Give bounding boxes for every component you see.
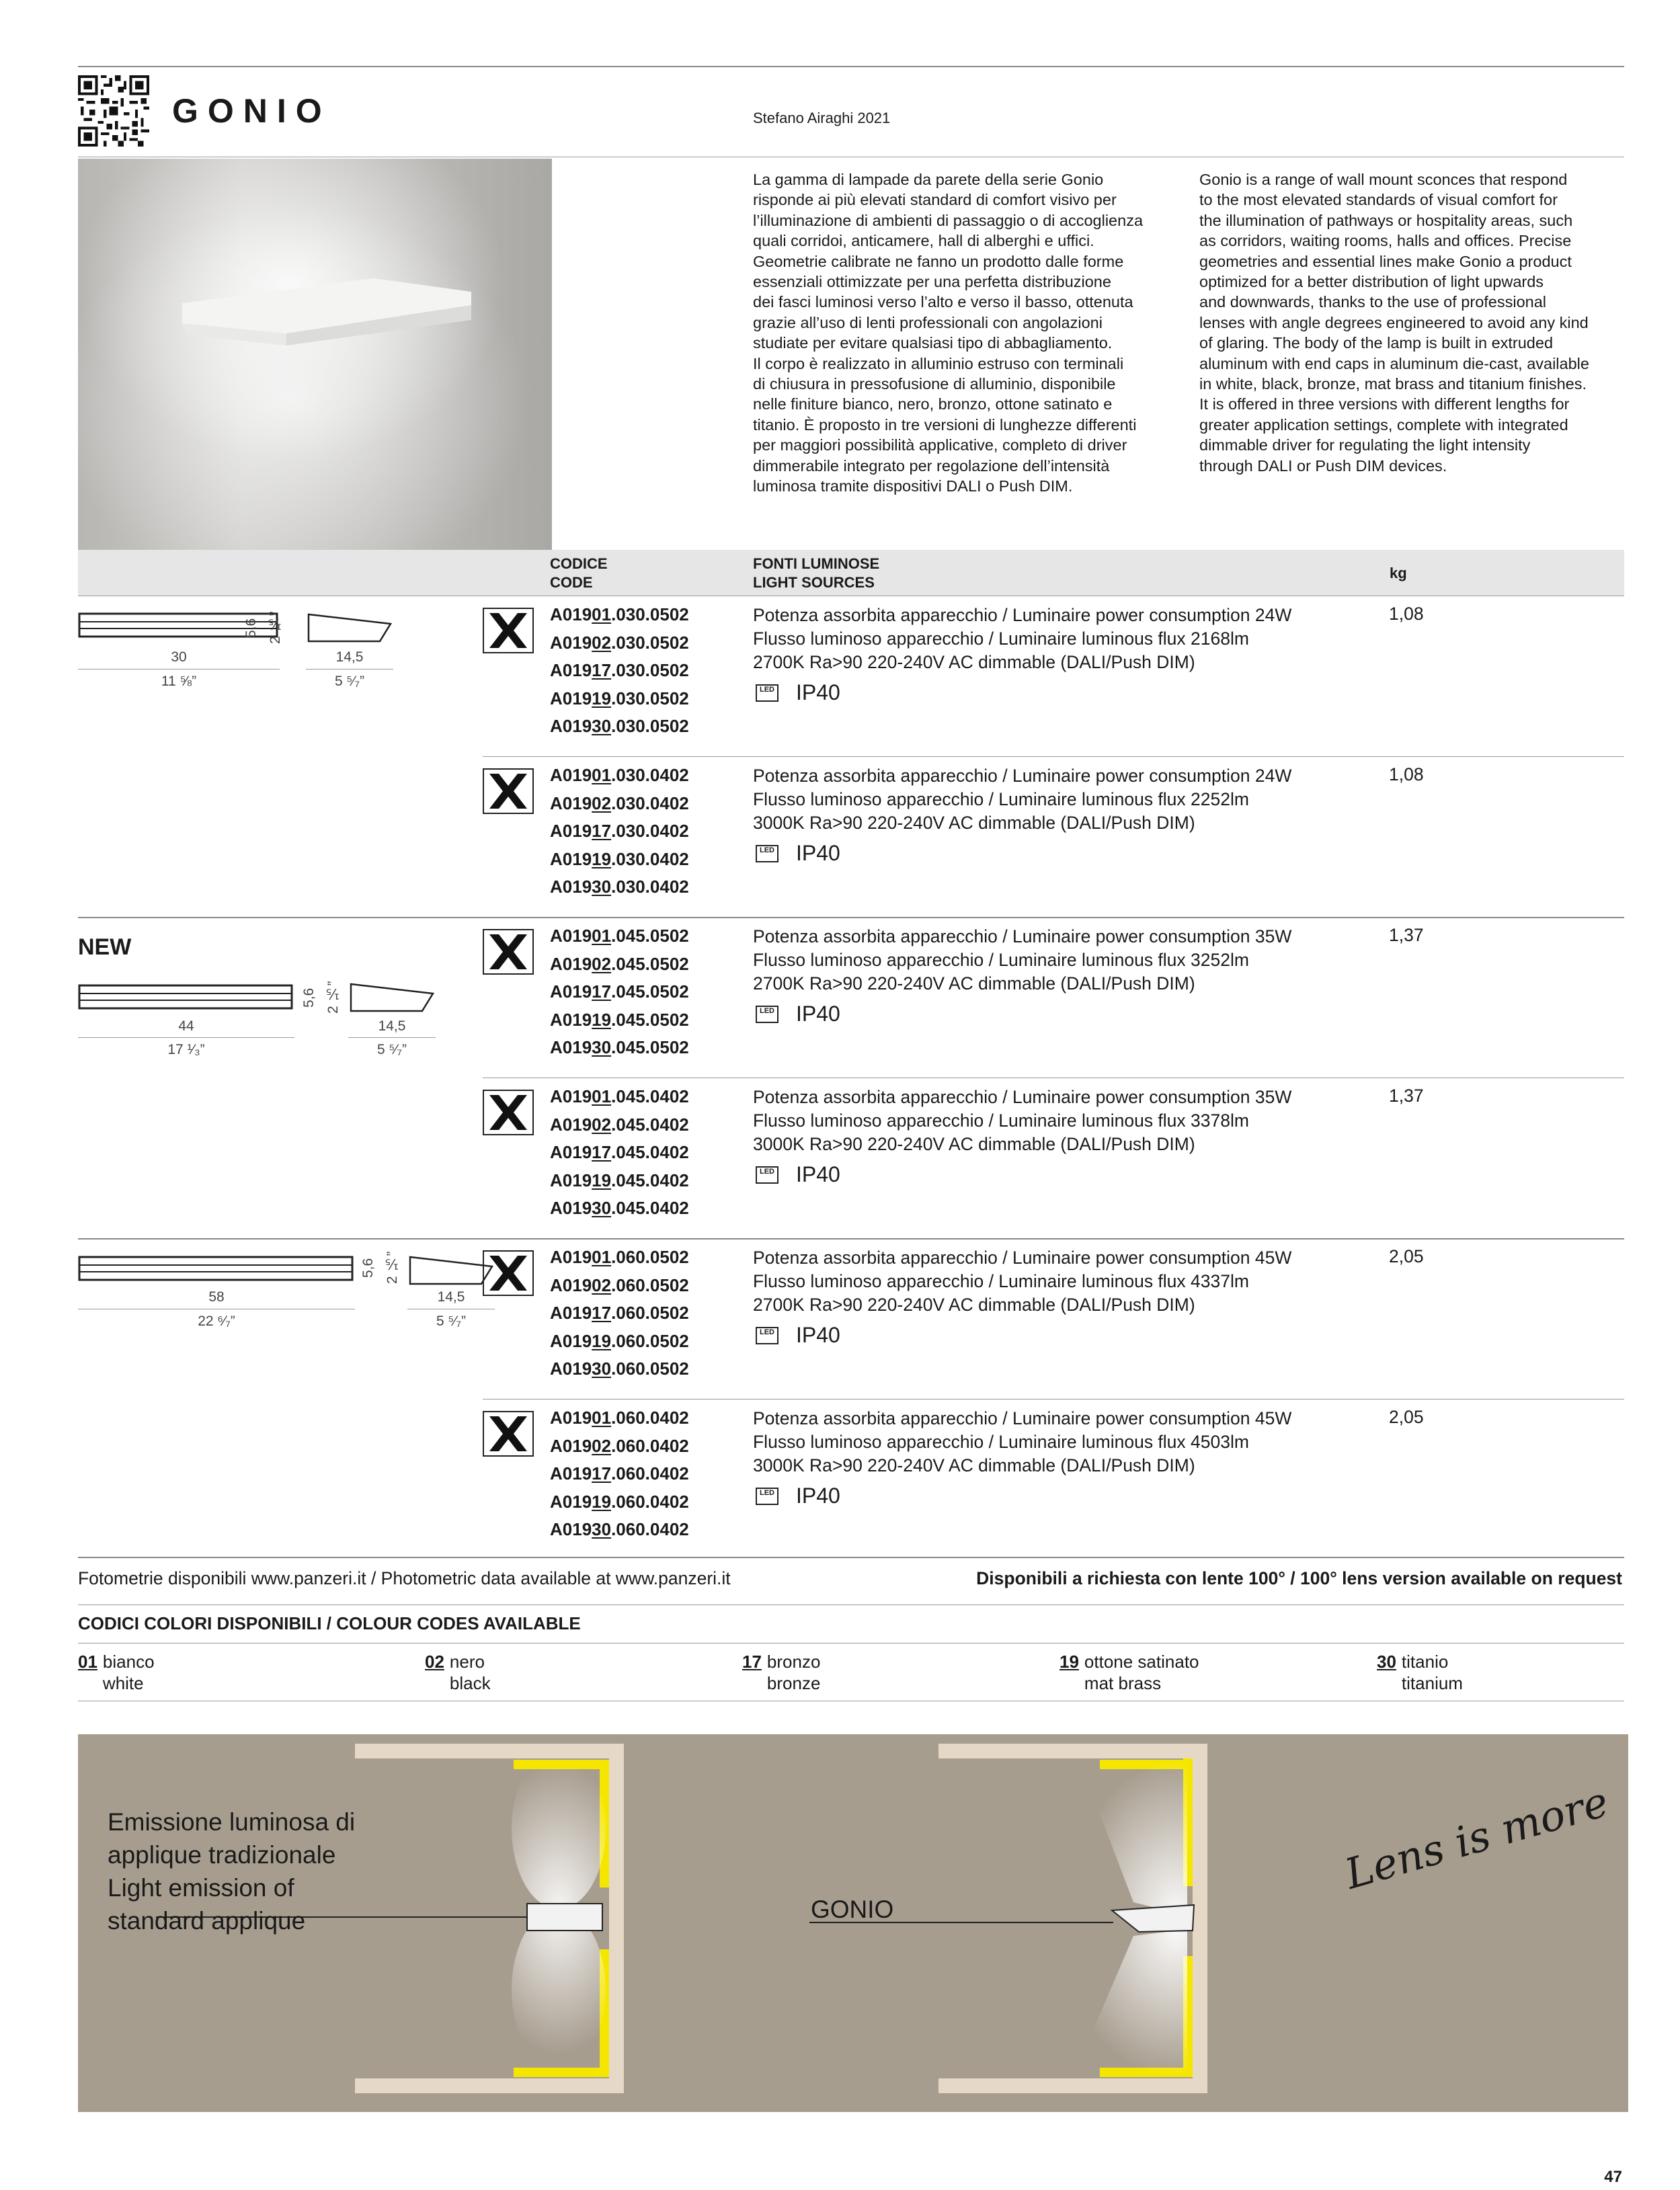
color-name-it: ottone satinato xyxy=(1084,1652,1199,1672)
color-name-it: bianco xyxy=(102,1652,155,1672)
spec-temp: 3000K Ra>90 220-240V AC dimmable (DALI/Push DIM) xyxy=(753,813,1195,833)
qr-code xyxy=(78,75,149,147)
kg-header: kg xyxy=(1390,565,1407,581)
color-code: 30 xyxy=(592,1037,612,1057)
length-in-44: 17 ¹⁄₃” xyxy=(167,1042,205,1057)
product-code xyxy=(550,1244,689,1272)
color-number: 01 xyxy=(78,1652,97,1672)
description-en-line: dimmable driver for regulating the light intensity xyxy=(1199,436,1531,454)
spec-power: Potenza assorbita apparecchio / Luminaire power consumption 35W xyxy=(753,926,1292,946)
color-name-it: nero xyxy=(449,1652,485,1672)
depth-cm-44: 14,5 xyxy=(378,1018,406,1034)
description-it-line: dimmerabile integrato per regolazione dell’intensità xyxy=(753,456,1110,475)
description-en-line: as corridors, waiting rooms, halls and offices. Precise xyxy=(1199,232,1572,250)
color-code: 30 xyxy=(592,716,612,736)
code-header-it: CODICE xyxy=(550,555,608,572)
code-suffix: .060.0402 xyxy=(611,1408,689,1428)
photometric-note: Fotometrie disponibili www.panzeri.it / Photometric data available at www.panzeri.it xyxy=(78,1568,731,1588)
ip-value: IP40 xyxy=(796,1002,840,1026)
spec-power: Potenza assorbita apparecchio / Luminaire power consumption 35W xyxy=(753,1087,1292,1107)
color-code: 01 xyxy=(592,604,612,624)
code-prefix: A019 xyxy=(550,1247,592,1267)
depth-in-58: 5 ⁵⁄₇” xyxy=(436,1313,466,1329)
product-code xyxy=(550,978,689,1006)
code-prefix: A019 xyxy=(550,1037,592,1057)
side-view-44 xyxy=(78,980,294,1015)
color-code: 02 xyxy=(592,953,612,974)
product-codes xyxy=(550,601,689,741)
led-icon: LED xyxy=(756,845,778,862)
color-code: 01 xyxy=(592,765,612,785)
code-suffix: .030.0402 xyxy=(611,821,689,841)
color-code: 19 xyxy=(592,1491,612,1512)
spec-temp: 2700K Ra>90 220-240V AC dimmable (DALI/Push DIM) xyxy=(753,652,1195,672)
beam-icon xyxy=(483,768,534,814)
code-suffix: .030.0402 xyxy=(611,848,689,869)
product-code xyxy=(550,790,689,818)
product-code xyxy=(550,657,689,685)
color-number: 17 xyxy=(742,1652,762,1672)
product-code xyxy=(550,846,689,874)
weight-kg: 1,08 xyxy=(1389,764,1424,784)
color-code: 01 xyxy=(592,1086,612,1106)
led-icon: LED xyxy=(756,1166,778,1184)
color-number: 19 xyxy=(1059,1652,1079,1672)
code-suffix: .060.0402 xyxy=(611,1519,689,1539)
product-code xyxy=(550,1328,689,1356)
code-suffix: .045.0402 xyxy=(611,1086,689,1106)
code-prefix: A019 xyxy=(550,1114,592,1135)
ip-value: IP40 xyxy=(796,841,840,865)
description-it-line: La gamma di lampade da parete della serie Gonio xyxy=(753,171,1104,188)
color-name-en: black xyxy=(449,1673,491,1693)
description-it-line: studiate per evitare qualsiasi tipo di abbagliamento. xyxy=(753,334,1113,352)
ip-rating xyxy=(753,1002,1291,1026)
product-code xyxy=(550,1299,689,1328)
product-code xyxy=(550,1404,689,1432)
product-code xyxy=(550,1034,689,1062)
product-code xyxy=(550,1139,689,1167)
spec-power: Potenza assorbita apparecchio / Luminaire power consumption 24W xyxy=(753,766,1292,786)
code-suffix: .030.0402 xyxy=(611,765,689,785)
spec-flux: Flusso luminoso apparecchio / Luminaire luminous flux 2252lm xyxy=(753,789,1249,809)
code-suffix: .045.0502 xyxy=(611,981,689,1002)
light-source-spec xyxy=(753,1407,1291,1508)
code-suffix: .045.0502 xyxy=(611,953,689,974)
code-suffix: .030.0402 xyxy=(611,793,689,813)
product-code xyxy=(550,950,689,979)
description-it-line: essenziali ottimizzate per una perfetta distribuzione xyxy=(753,273,1111,291)
description-en-line: in white, black, bronze, mat brass and titanium finishes. xyxy=(1199,375,1587,393)
product-code xyxy=(550,922,689,950)
color-code: 30 xyxy=(592,1358,612,1379)
weight-kg: 1,37 xyxy=(1389,1086,1424,1106)
product-code xyxy=(550,817,689,846)
color-code: 19 xyxy=(592,1330,612,1351)
description-it-line: nelle finiture bianco, nero, bronzo, ottone satinato e xyxy=(753,395,1113,413)
description-en-line: of glaring. The body of the lamp is built in extruded xyxy=(1199,334,1554,352)
code-prefix: A019 xyxy=(550,821,592,841)
description-en-line: through DALI or Push DIM devices. xyxy=(1199,456,1447,475)
description-en-line: the illumination of pathways or hospitality areas, such xyxy=(1199,211,1573,229)
color-name-en: bronze xyxy=(766,1673,821,1693)
product-code xyxy=(550,1194,689,1223)
color-number: 02 xyxy=(425,1652,444,1672)
beam-icon xyxy=(483,1411,534,1457)
product-code xyxy=(550,1488,689,1516)
code-prefix: A019 xyxy=(550,1358,592,1379)
description-it-line: per maggiori possibilità applicative, completo di driver xyxy=(753,436,1127,454)
code-suffix: .030.0502 xyxy=(611,716,689,736)
product-code xyxy=(550,1272,689,1300)
traditional-emission-label xyxy=(108,1806,355,1937)
color-code: 17 xyxy=(592,1303,612,1323)
color-code: 01 xyxy=(592,1408,612,1428)
spec-flux: Flusso luminoso apparecchio / Luminaire luminous flux 4337lm xyxy=(753,1271,1249,1291)
code-prefix: A019 xyxy=(550,1170,592,1190)
profile-view-30 xyxy=(306,612,393,644)
length-in-58: 22 ⁶⁄₇” xyxy=(198,1313,235,1329)
ip-rating xyxy=(753,1484,1291,1508)
length-cm-44: 44 xyxy=(178,1018,194,1034)
description-en-line: lenses with angle degrees engineered to avoid any kind xyxy=(1199,313,1589,331)
description-english xyxy=(1199,169,1616,476)
spec-temp: 3000K Ra>90 220-240V AC dimmable (DALI/Push DIM) xyxy=(753,1455,1195,1475)
beam-icon xyxy=(483,929,534,975)
light-source-spec xyxy=(753,1246,1291,1347)
height-cm-58: 5,6 xyxy=(360,1258,376,1278)
ip-value: IP40 xyxy=(796,680,840,704)
product-photo xyxy=(78,159,552,550)
beam-icon xyxy=(483,1090,534,1135)
code-prefix: A019 xyxy=(550,604,592,624)
code-prefix: A019 xyxy=(550,688,592,708)
code-prefix: A019 xyxy=(550,765,592,785)
traditional-label-line: Emissione luminosa di xyxy=(108,1808,356,1836)
code-prefix: A019 xyxy=(550,877,592,897)
product-code xyxy=(550,1006,689,1035)
code-prefix: A019 xyxy=(550,1086,592,1106)
color-code: 17 xyxy=(592,660,612,680)
color-code-30 xyxy=(1377,1651,1463,1694)
color-code: 01 xyxy=(592,1247,612,1267)
description-en-line: and downwards, thanks to the use of professional xyxy=(1199,293,1547,311)
led-icon: LED xyxy=(756,1006,778,1023)
designer-credit: Stefano Airaghi 2021 xyxy=(753,110,891,126)
spec-temp: 3000K Ra>90 220-240V AC dimmable (DALI/Push DIM) xyxy=(753,1134,1195,1154)
height-in-58: 2 ⅕” xyxy=(385,1251,400,1285)
led-icon: LED xyxy=(756,1327,778,1344)
spec-flux: Flusso luminoso apparecchio / Luminaire luminous flux 2168lm xyxy=(753,628,1249,649)
color-name-en: mat brass xyxy=(1084,1673,1162,1693)
description-italian xyxy=(753,169,1170,497)
code-suffix: .060.0402 xyxy=(611,1491,689,1512)
traditional-label-line: standard applique xyxy=(108,1907,306,1935)
color-code-19 xyxy=(1059,1651,1199,1694)
product-code xyxy=(550,1083,689,1111)
ip-value: IP40 xyxy=(796,1323,840,1347)
product-code xyxy=(550,629,689,657)
color-code: 19 xyxy=(592,848,612,869)
color-codes-title: CODICI COLORI DISPONIBILI / COLOUR CODES AVAILABLE xyxy=(78,1613,581,1633)
color-name-it: bronzo xyxy=(766,1652,821,1672)
color-code: 30 xyxy=(592,1198,612,1218)
color-code-01 xyxy=(78,1651,155,1694)
code-prefix: A019 xyxy=(550,1519,592,1539)
description-en-line: geometries and essential lines make Gonio a product xyxy=(1199,252,1572,270)
light-source-spec xyxy=(753,925,1291,1026)
product-code xyxy=(550,713,689,741)
code-prefix: A019 xyxy=(550,926,592,946)
traditional-label-line: Light emission of xyxy=(108,1874,294,1902)
product-code xyxy=(550,1460,689,1488)
product-code xyxy=(550,1355,689,1383)
spec-temp: 2700K Ra>90 220-240V AC dimmable (DALI/Push DIM) xyxy=(753,1295,1195,1315)
code-prefix: A019 xyxy=(550,953,592,974)
ip-rating xyxy=(753,1163,1291,1186)
lens-note: Disponibili a richiesta con lente 100° / 100° lens version available on request xyxy=(976,1568,1622,1588)
color-code-17 xyxy=(742,1651,820,1694)
length-cm-30: 30 xyxy=(171,649,187,665)
code-prefix: A019 xyxy=(550,716,592,736)
led-icon: LED xyxy=(756,1488,778,1505)
description-it-line: luminosa tramite dispositivi DALI o Push DIM. xyxy=(753,477,1073,495)
length-in-30: 11 ⅝” xyxy=(161,674,197,689)
code-suffix: .045.0402 xyxy=(611,1114,689,1135)
color-number: 30 xyxy=(1377,1652,1396,1672)
product-code xyxy=(550,685,689,713)
code-suffix: .060.0402 xyxy=(611,1463,689,1484)
product-code xyxy=(550,1432,689,1461)
description-it-line: quali corridoi, anticamere, hall di alberghi e uffici. xyxy=(753,232,1094,250)
color-code: 19 xyxy=(592,688,612,708)
product-code xyxy=(550,1167,689,1195)
code-prefix: A019 xyxy=(550,848,592,869)
color-code: 19 xyxy=(592,1170,612,1190)
spec-power: Potenza assorbita apparecchio / Luminaire power consumption 24W xyxy=(753,605,1292,625)
code-prefix: A019 xyxy=(550,981,592,1002)
code-suffix: .060.0402 xyxy=(611,1435,689,1456)
color-code: 02 xyxy=(592,632,612,653)
color-code: 17 xyxy=(592,821,612,841)
height-in-44: 2 ⅕” xyxy=(325,981,341,1014)
description-en-line: optimized for a better distribution of light upwards xyxy=(1199,273,1544,291)
handwritten-signature: Lens is more xyxy=(1339,1777,1614,1899)
product-codes xyxy=(550,922,689,1062)
color-code: 02 xyxy=(592,793,612,813)
height-in-30: 2 ⅕” xyxy=(268,611,283,645)
code-suffix: .030.0502 xyxy=(611,604,689,624)
weight-kg: 1,37 xyxy=(1389,925,1424,945)
product-codes xyxy=(550,1083,689,1223)
description-it-line: risponde ai più elevati standard di comfort visivo per xyxy=(753,191,1117,209)
color-code: 02 xyxy=(592,1274,612,1295)
color-code: 17 xyxy=(592,981,612,1002)
description-en-line: to the most elevated standards of visual comfort for xyxy=(1199,191,1558,209)
color-name-en: white xyxy=(102,1673,144,1693)
led-icon: LED xyxy=(756,684,778,702)
ip-rating xyxy=(753,1324,1291,1347)
gonio-label: GONIO xyxy=(811,1896,894,1923)
color-name-it: titanio xyxy=(1401,1652,1449,1672)
spec-flux: Flusso luminoso apparecchio / Luminaire luminous flux 3252lm xyxy=(753,950,1249,970)
code-prefix: A019 xyxy=(550,1408,592,1428)
code-suffix: .045.0502 xyxy=(611,926,689,946)
code-prefix: A019 xyxy=(550,1463,592,1484)
description-it-line: l’illuminazione di ambienti di passaggio o di accoglienza xyxy=(753,211,1144,229)
code-prefix: A019 xyxy=(550,1330,592,1351)
length-cm-58: 58 xyxy=(208,1289,225,1305)
weight-kg: 2,05 xyxy=(1389,1246,1424,1266)
description-en-line: greater application settings, complete with integrated xyxy=(1199,415,1568,434)
traditional-label-line: applique tradizionale xyxy=(108,1841,336,1869)
product-code xyxy=(550,762,689,790)
height-cm-30: 5,6 xyxy=(243,618,259,638)
weight-kg: 2,05 xyxy=(1389,1407,1424,1427)
ip-rating xyxy=(753,681,1291,704)
spec-flux: Flusso luminoso apparecchio / Luminaire luminous flux 3378lm xyxy=(753,1110,1249,1131)
product-code xyxy=(550,601,689,629)
light-emission-diagram xyxy=(78,1734,1628,2112)
depth-cm-30: 14,5 xyxy=(335,649,364,665)
weight-kg: 1,08 xyxy=(1389,604,1424,624)
product-title: GONIO xyxy=(172,92,331,130)
product-codes xyxy=(550,762,689,901)
ip-rating xyxy=(753,842,1291,865)
color-code: 19 xyxy=(592,1009,612,1030)
ip-value: IP40 xyxy=(796,1162,840,1186)
spec-power: Potenza assorbita apparecchio / Luminaire power consumption 45W xyxy=(753,1248,1292,1268)
description-it-line: dei fasci luminosi verso l’alto e verso il basso, ottenuta xyxy=(753,293,1133,311)
description-en-line: Gonio is a range of wall mount sconces that respond xyxy=(1199,171,1568,188)
code-suffix: .045.0402 xyxy=(611,1170,689,1190)
beam-icon xyxy=(483,608,534,653)
product-code xyxy=(550,873,689,901)
color-code: 17 xyxy=(592,1142,612,1162)
source-header-it: FONTI LUMINOSE xyxy=(753,555,880,572)
color-code: 01 xyxy=(592,926,612,946)
description-it-line: titanio. È proposto in tre versioni di lunghezze differenti xyxy=(753,415,1137,434)
source-header-en: LIGHT SOURCES xyxy=(753,574,875,591)
code-suffix: .060.0502 xyxy=(611,1274,689,1295)
description-it-line: Il corpo è realizzato in alluminio estruso con terminali xyxy=(753,354,1124,372)
product-codes xyxy=(550,1244,689,1383)
code-suffix: .045.0502 xyxy=(611,1037,689,1057)
code-prefix: A019 xyxy=(550,793,592,813)
depth-in-30: 5 ⁵⁄₇” xyxy=(335,674,364,689)
description-it-line: di chiusura in pressofusione di alluminio, disponibile xyxy=(753,375,1116,393)
depth-in-44: 5 ⁵⁄₇” xyxy=(377,1042,407,1057)
code-suffix: .060.0502 xyxy=(611,1303,689,1323)
height-cm-44: 5,6 xyxy=(301,987,317,1008)
code-suffix: .045.0402 xyxy=(611,1142,689,1162)
light-source-spec xyxy=(753,764,1291,865)
profile-view-44 xyxy=(348,981,436,1014)
light-source-spec xyxy=(753,604,1291,704)
color-name-en: titanium xyxy=(1401,1673,1463,1693)
color-code: 30 xyxy=(592,877,612,897)
page-number: 47 xyxy=(1604,2168,1622,2186)
code-prefix: A019 xyxy=(550,1435,592,1456)
description-en-line: It is offered in three versions with different lengths for xyxy=(1199,395,1570,413)
code-suffix: .060.0502 xyxy=(611,1358,689,1379)
code-suffix: .030.0502 xyxy=(611,688,689,708)
side-view-58 xyxy=(78,1252,355,1287)
description-it-line: Geometrie calibrate ne fanno un prodotto dalle forme xyxy=(753,252,1124,270)
code-suffix: .045.0502 xyxy=(611,1009,689,1030)
code-prefix: A019 xyxy=(550,1009,592,1030)
table-header xyxy=(78,550,1624,596)
code-suffix: .030.0502 xyxy=(611,660,689,680)
light-source-spec xyxy=(753,1086,1291,1186)
description-en-line: aluminum with end caps in aluminum die-cast, available xyxy=(1199,354,1589,372)
new-badge: NEW xyxy=(78,934,132,960)
color-code: 02 xyxy=(592,1114,612,1135)
code-prefix: A019 xyxy=(550,1303,592,1323)
code-header-en: CODE xyxy=(550,574,593,591)
color-code: 02 xyxy=(592,1435,612,1456)
product-code xyxy=(550,1111,689,1139)
code-prefix: A019 xyxy=(550,1142,592,1162)
depth-cm-58: 14,5 xyxy=(437,1289,465,1305)
ip-value: IP40 xyxy=(796,1484,840,1508)
code-suffix: .060.0502 xyxy=(611,1330,689,1351)
code-suffix: .030.0502 xyxy=(611,632,689,653)
code-prefix: A019 xyxy=(550,1274,592,1295)
spec-flux: Flusso luminoso apparecchio / Luminaire luminous flux 4503lm xyxy=(753,1432,1249,1452)
code-suffix: .045.0402 xyxy=(611,1198,689,1218)
spec-power: Potenza assorbita apparecchio / Luminaire power consumption 45W xyxy=(753,1408,1292,1428)
profile-view-58 xyxy=(407,1254,495,1287)
code-prefix: A019 xyxy=(550,660,592,680)
code-prefix: A019 xyxy=(550,1491,592,1512)
code-prefix: A019 xyxy=(550,632,592,653)
code-suffix: .060.0502 xyxy=(611,1247,689,1267)
product-code xyxy=(550,1516,689,1544)
description-it-line: grazie all’uso di lenti professionali con angolazioni xyxy=(753,313,1103,331)
color-code: 17 xyxy=(592,1463,612,1484)
product-codes xyxy=(550,1404,689,1544)
color-code-02 xyxy=(425,1651,491,1694)
code-suffix: .030.0402 xyxy=(611,877,689,897)
spec-temp: 2700K Ra>90 220-240V AC dimmable (DALI/Push DIM) xyxy=(753,973,1195,993)
color-code: 30 xyxy=(592,1519,612,1539)
code-prefix: A019 xyxy=(550,1198,592,1218)
